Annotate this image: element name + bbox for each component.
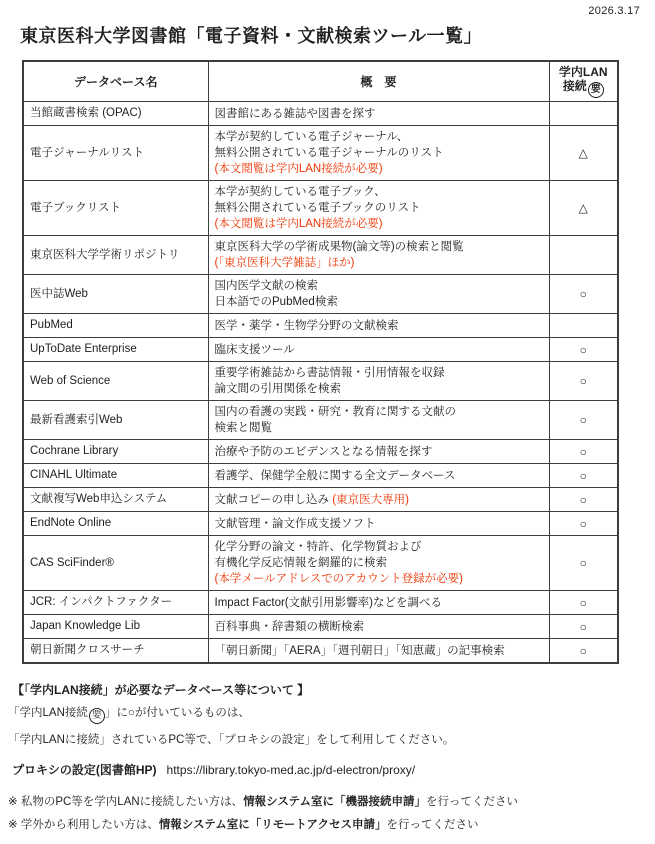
lan-required-mark-cell: ○ <box>549 639 618 664</box>
lan-required-mark-cell: △ <box>549 181 618 236</box>
footer-line1-post: 」に○が付いているものは、 <box>104 707 250 719</box>
summary-line: 無料公開されている電子ブックのリスト <box>214 202 421 214</box>
table-row <box>23 639 618 664</box>
lan-required-mark-cell: ○ <box>549 591 618 615</box>
summary-cell <box>208 639 549 664</box>
note2-bold: 情報システム室に「リモートアクセス申請」 <box>158 819 387 831</box>
summary-line: (本文閲覧は学内LAN接続が必要) <box>214 218 383 230</box>
lan-required-mark-cell: △ <box>549 126 618 181</box>
lan-required-mark-cell: ○ <box>549 512 618 536</box>
summary-line: 看護学、保健学全般に関する全文データベース <box>214 469 456 482</box>
table-row <box>23 591 618 615</box>
summary-line: 東京医科大学の学術成果物(論文等)の検索と閲覧 <box>214 241 464 253</box>
lan-header-prefix: 接続 <box>562 79 587 93</box>
database-name-cell: 医中誌Web <box>23 275 208 314</box>
summary-line: 百科事典・辞書類の横断検索 <box>214 620 364 633</box>
summary-line: (本文閲覧は学内LAN接続が必要) <box>214 163 383 175</box>
database-name-cell: 東京医科大学学術リポジトリ <box>23 236 208 275</box>
database-name-cell: 朝日新聞クロスサーチ <box>23 639 208 664</box>
table-row <box>23 275 618 314</box>
summary-cell <box>208 181 549 236</box>
table-row <box>23 181 618 236</box>
table-header-row <box>23 61 618 102</box>
summary-line: 文献コピーの申し込み (東京医大専用) <box>214 493 409 506</box>
summary-line: 無料公開されている電子ジャーナルのリスト <box>214 147 444 159</box>
summary-line: (「東京医科大学雑誌」ほか) <box>214 257 355 269</box>
proxy-setting-label: プロキシの設定(図書館HP) <box>12 763 157 777</box>
database-name-cell: Cochrane Library <box>23 440 208 464</box>
summary-line: (本学メールアドレスでのアカウント登録が必要) <box>214 573 463 585</box>
database-name-cell: Web of Science <box>23 362 208 401</box>
document-date: 2026.3.17 <box>588 5 640 17</box>
database-name-cell: EndNote Online <box>23 512 208 536</box>
summary-cell <box>208 126 549 181</box>
database-name-cell: 電子ブックリスト <box>23 181 208 236</box>
summary-line: 国内の看護の実践・研究・教育に関する文献の <box>214 406 456 418</box>
summary-cell <box>208 512 549 536</box>
lan-required-mark-cell: ○ <box>549 362 618 401</box>
table-row <box>23 102 618 126</box>
summary-cell <box>208 314 549 338</box>
lan-required-mark-cell <box>549 236 618 275</box>
lan-required-mark-cell: ○ <box>549 338 618 362</box>
column-header-summary: 概 要 <box>208 61 549 102</box>
footer-notes <box>8 683 655 832</box>
summary-line: 治療や予防のエビデンスとなる情報を探す <box>214 445 433 458</box>
table-row <box>23 615 618 639</box>
summary-cell <box>208 615 549 639</box>
summary-line: 検索と閲覧 <box>214 422 272 434</box>
footer-line1-pre: 「学内LAN接続 <box>8 707 88 719</box>
summary-cell <box>208 102 549 126</box>
lan-required-mark-cell <box>549 314 618 338</box>
database-name-cell: Japan Knowledge Lib <box>23 615 208 639</box>
footer-line-proxy-instruction: 「学内LANに接続」されているPC等で、「プロキシの設定」をして利用してください。 <box>8 734 455 746</box>
note1-bold: 情報システム室に「機器接続申請」 <box>243 796 427 808</box>
summary-line: 国内医学文献の検索 <box>214 280 318 292</box>
table-row <box>23 126 618 181</box>
summary-cell <box>208 591 549 615</box>
database-name-cell: UpToDate Enterprise <box>23 338 208 362</box>
summary-line: 「朝日新聞」「AERA」「週刊朝日」「知恵蔵」の記事検索 <box>214 644 505 657</box>
table-row <box>23 440 618 464</box>
database-name-cell: 最新看護索引Web <box>23 401 208 440</box>
database-name-cell: JCR: インパクトファクター <box>23 591 208 615</box>
summary-line: 有機化学反応情報を網羅的に検索 <box>214 557 387 569</box>
table-row <box>23 362 618 401</box>
note1-pre: ※ 私物のPC等を学内LANに接続したい方は、 <box>8 796 244 808</box>
circled-required-mark: 要 <box>588 82 604 98</box>
summary-line: 論文間の引用関係を検索 <box>214 383 341 395</box>
note2-pre: ※ 学外から利用したい方は、 <box>8 819 159 831</box>
summary-cell <box>208 275 549 314</box>
lan-header-line2 <box>552 79 616 98</box>
table-row <box>23 464 618 488</box>
page-title: 東京医科大学図書館「電子資料・文献検索ツール一覧」 <box>20 26 483 46</box>
summary-line: 化学分野の論文・特許、化学物質および <box>214 541 422 553</box>
table-row <box>23 512 618 536</box>
note1-post: を行ってください <box>426 796 519 808</box>
summary-cell <box>208 236 549 275</box>
note2-post: を行ってください <box>386 819 479 831</box>
table-row <box>23 536 618 591</box>
database-name-cell: 電子ジャーナルリスト <box>23 126 208 181</box>
lan-required-mark-cell: ○ <box>549 464 618 488</box>
column-header-lan <box>549 61 618 102</box>
summary-cell <box>208 338 549 362</box>
lan-required-mark-cell: ○ <box>549 536 618 591</box>
summary-cell <box>208 488 549 512</box>
table-row <box>23 236 618 275</box>
summary-cell <box>208 440 549 464</box>
summary-line: 本学が契約している電子ブック、 <box>214 186 386 198</box>
summary-line: 図書館にある雑誌や図書を探す <box>214 107 376 120</box>
column-header-database-name: データベース名 <box>23 61 208 102</box>
summary-line: Impact Factor(文献引用影響率)などを調べる <box>214 596 442 609</box>
footer-proxy-setting <box>12 763 655 777</box>
database-name-cell: PubMed <box>23 314 208 338</box>
database-table <box>22 60 619 664</box>
db-table-body <box>23 102 618 664</box>
summary-line: 文献管理・論文作成支援ソフト <box>214 517 376 530</box>
summary-line: 医学・薬学・生物学分野の文献検索 <box>214 319 399 332</box>
summary-line: 日本語でのPubMed検索 <box>214 296 338 308</box>
database-name-cell: 当館蔵書検索 (OPAC) <box>23 102 208 126</box>
table-row <box>23 314 618 338</box>
summary-cell <box>208 362 549 401</box>
lan-required-mark-cell: ○ <box>549 488 618 512</box>
database-name-cell: CAS SciFinder® <box>23 536 208 591</box>
database-name-cell: CINAHL Ultimate <box>23 464 208 488</box>
footer-note-device-request <box>8 795 655 809</box>
database-name-cell: 文献複写Web申込システム <box>23 488 208 512</box>
summary-cell <box>208 536 549 591</box>
lan-required-mark-cell: ○ <box>549 440 618 464</box>
lan-required-mark-cell: ○ <box>549 275 618 314</box>
footer-note-remote-access <box>8 818 655 832</box>
summary-cell <box>208 464 549 488</box>
table-row <box>23 401 618 440</box>
lan-required-mark-cell: ○ <box>549 401 618 440</box>
proxy-setting-url[interactable]: https://library.tokyo-med.ac.jp/d-electron/proxy/ <box>166 763 416 777</box>
footer-section-title: 【「学内LAN接続」が必要なデータベース等について 】 <box>12 683 310 697</box>
summary-line: 重要学術雑誌から書誌情報・引用情報を収録 <box>214 367 445 379</box>
summary-line: 本学が契約している電子ジャーナル、 <box>214 131 409 143</box>
summary-line: 臨床支援ツール <box>214 343 295 356</box>
footer-line-lan-mark <box>8 706 655 724</box>
table-row <box>23 488 618 512</box>
summary-cell <box>208 401 549 440</box>
table-row <box>23 338 618 362</box>
lan-required-mark-cell: ○ <box>549 615 618 639</box>
lan-header-line1: 学内LAN <box>558 65 608 79</box>
lan-required-mark-cell <box>549 102 618 126</box>
circled-required-mark-footer: 要 <box>89 708 105 724</box>
